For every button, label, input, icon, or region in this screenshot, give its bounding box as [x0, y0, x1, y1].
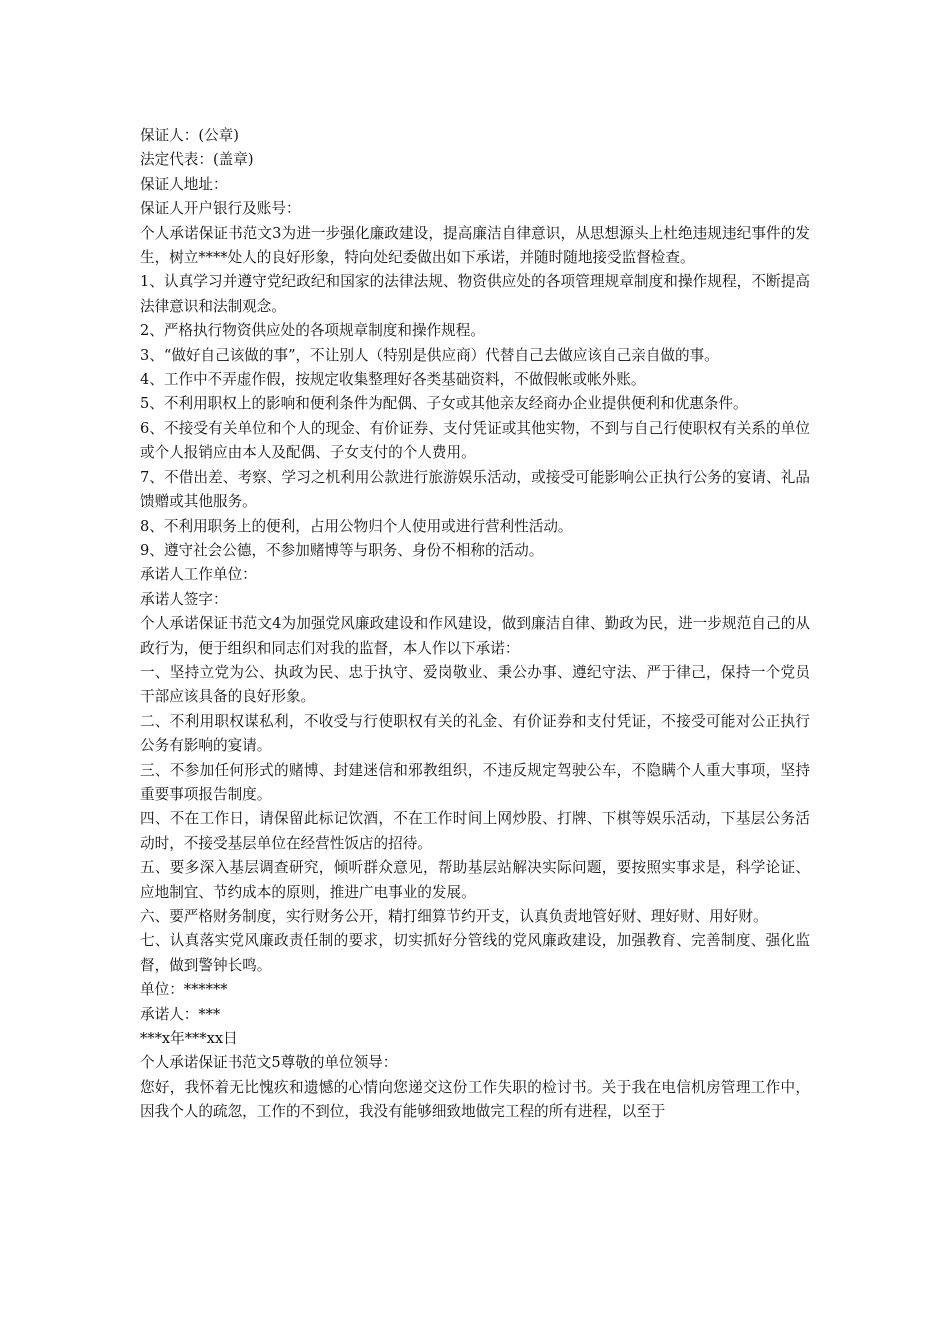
document-body: [140, 124, 810, 1125]
sample-4-item-6: 六、要严格财务制度，实行财务公开，精打细算节约开支，认真负责地管好财、理好财、用好财。: [140, 908, 768, 925]
sample-5-heading: 个人承诺保证书范文5尊敬的单位领导：: [140, 1054, 398, 1072]
sample-3-item-7: 7、不借出差、考察、学习之机利用公款进行旅游娱乐活动，或接受可能影响公正执行公务的宴请、礼品馈赠或其他服务。: [140, 468, 810, 511]
sample-4-item-1: 一、坚持立党为公、执政为民、忠于执守、爱岗敬业、秉公办事、遵纪守法、严于律己，保持一个党员干部应该具备的良好形象。: [140, 663, 810, 706]
sample-4-item-5: 五、要多深入基层调查研究，倾听群众意见，帮助基层站解决实际问题，要按照实事求是，科学论证、应地制宜、节约成本的原则，推进广电事业的发展。: [140, 859, 810, 901]
sample-3-item-3: 3、“做好自己该做的事”，不让别人（特别是供应商）代替自己去做应该自己亲自做的事。: [140, 346, 719, 364]
sample-3-item-5: 5、不利用职权上的影响和便利条件为配偶、子女或其他亲友经商办企业提供便利和优惠条件。: [140, 395, 748, 413]
sample-3-item-4: 4、工作中不弄虚作假，按规定收集整理好各类基础资料，不做假帐或帐外账。: [140, 371, 646, 389]
sample-3-item-2: 2、严格执行物资供应处的各项规章制度和操作规程。: [140, 322, 485, 340]
guarantor-address-line: 保证人地址：: [140, 175, 228, 193]
promisor-work-unit-line: 承诺人工作单位：: [140, 566, 257, 584]
promisor-line: 承诺人：***: [140, 1005, 221, 1023]
sample-5-body-paragraph: 您好，我怀着无比愧疚和遗憾的心情向您递交这份工作失职的检讨书。关于我在电信机房管理工作中，因我个人的疏忽，工作的不到位，我没有能够细致地做完工程的所有进程，以至于: [140, 1078, 810, 1121]
date-line: ***x年***xx日: [140, 1030, 238, 1048]
sample-3-intro-paragraph: 个人承诺保证书范文3为进一步强化廉政建设，提高廉洁自律意识，从思想源头上杜绝违规违纪事件的发生，树立****处人的良好形象，特向处纪委做出如下承诺，并随时随地接受监督检查。: [140, 224, 810, 267]
promisor-signature-line: 承诺人签字：: [140, 590, 228, 608]
sample-4-item-3: 三、不参加任何形式的赌博、封建迷信和邪教组织，不违反规定驾驶公车，不隐瞒个人重大事项，坚持重要事项报告制度。: [140, 761, 810, 803]
unit-line: 单位：******: [140, 981, 228, 999]
sample-4-intro-paragraph: 个人承诺保证书范文4为加强党风廉政建设和作风建设，做到廉洁自律、勤政为民，进一步规范自己的从政行为，便于组织和同志们对我的监督，本人作以下承诺：: [140, 615, 810, 657]
sample-3-item-1: 1、认真学习并遵守党纪政纪和国家的法律法规、物资供应处的各项管理规章制度和操作规程，不断提高法律意识和法制观念。: [140, 273, 810, 315]
sample-4-item-7: 七、认真落实党风廉政责任制的要求，切实抓好分管线的党风廉政建设，加强教育、完善制度、强化监督，做到警钟长鸣。: [140, 932, 810, 974]
sample-4-item-2: 二、不利用职权谋私利，不收受与行使职权有关的礼金、有价证券和支付凭证，不接受可能对公正执行公务有影响的宴请。: [140, 712, 810, 755]
guarantor-seal-line: 保证人：(公章): [140, 127, 239, 144]
sample-3-item-8: 8、不利用职务上的便利，占用公物归个人使用或进行营利性活动。: [140, 517, 573, 535]
sample-3-item-9: 9、遵守社会公德，不参加赌博等与职务、身份不相称的活动。: [140, 541, 544, 559]
sample-3-item-6: 6、不接受有关单位和个人的现金、有价证券、支付凭证或其他实物，不到与自己行使职权有关系的单位或个人报销应由本人及配偶、子女支付的个人费用。: [140, 419, 810, 462]
sample-4-item-4: 四、不在工作日，请保留此标记饮酒，不在工作时间上网炒股、打牌、下棋等娱乐活动，下基层公务活动时，不接受基层单位在经营性饭店的招待。: [140, 810, 810, 852]
legal-representative-line: 法定代表：(盖章): [140, 151, 254, 169]
guarantor-bank-account-line: 保证人开户银行及账号：: [140, 200, 301, 218]
